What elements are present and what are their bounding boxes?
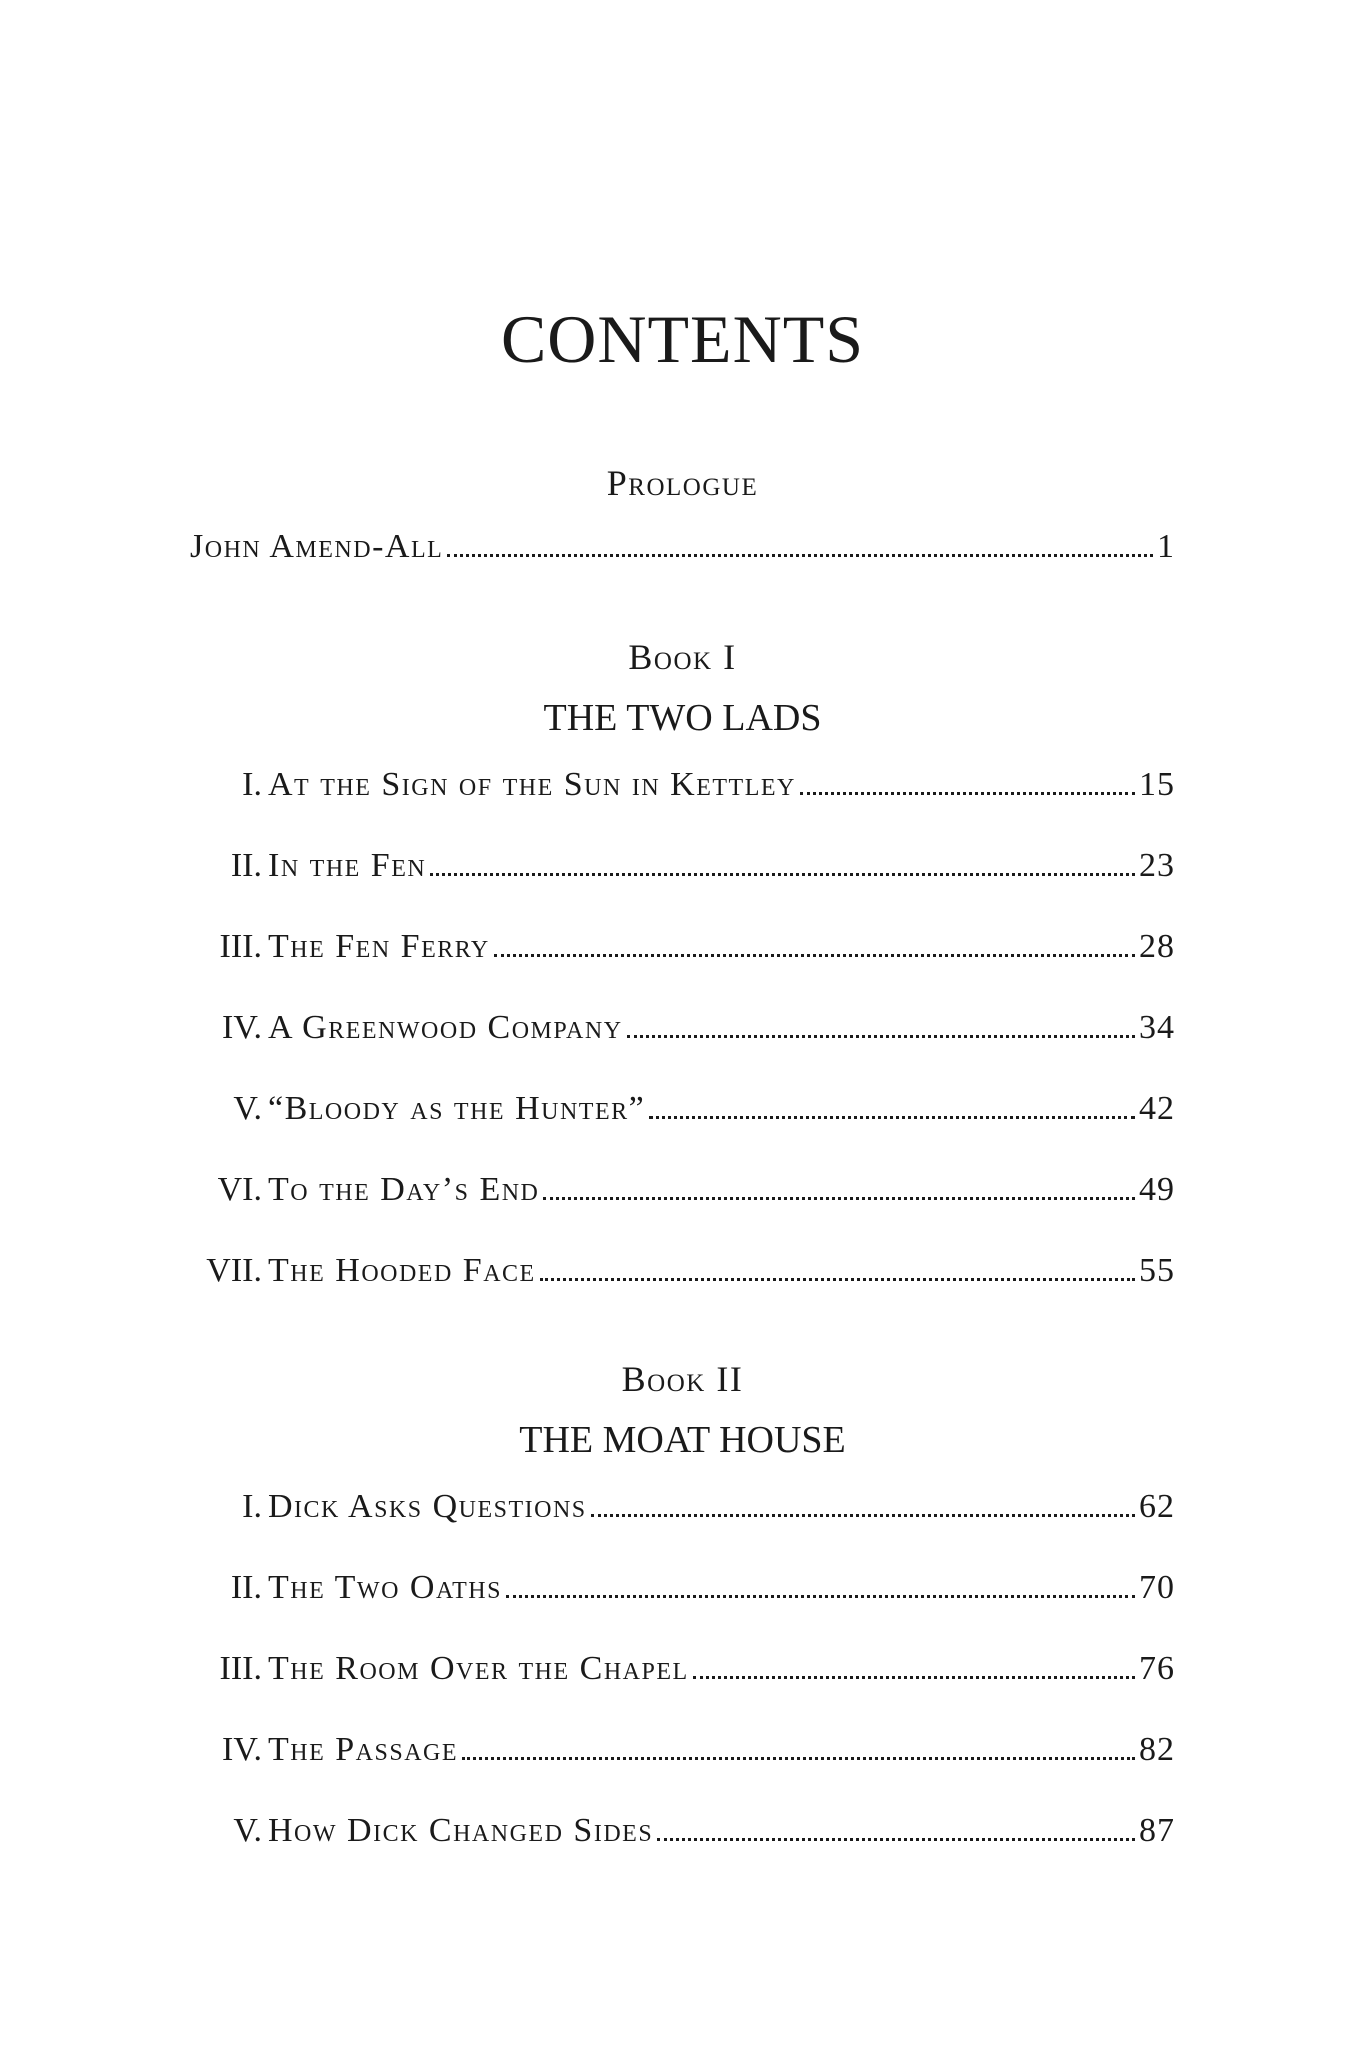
dot-leader [447,554,1153,557]
toc-entry-title: The Passage [268,1731,459,1768]
toc-entry-title: The Two Oaths [268,1569,502,1606]
toc-entry-book1-3[interactable] [190,928,1175,966]
toc-entry-page: 42 [1139,1090,1175,1127]
toc-entry-number: III. [219,1650,262,1687]
toc-entry-title: At the Sign of the Sun in Kettley [268,766,796,803]
dot-leader [657,1838,1135,1841]
dot-leader [462,1757,1135,1760]
book1-label: Book I [628,637,737,677]
toc-entry-book2-4[interactable] [190,1731,1175,1769]
toc-entry-number: V. [233,1812,262,1849]
book2-name: THE MOAT HOUSE [519,1419,846,1461]
dot-leader [543,1197,1135,1200]
toc-entry-title: A Greenwood Company [268,1009,623,1046]
toc-entry-book1-2[interactable] [190,847,1175,885]
toc-entry-page: 87 [1139,1812,1175,1849]
toc-entry-title: To the Day’s End [268,1171,540,1208]
toc-entry-book2-3[interactable] [190,1650,1175,1688]
toc-entry-number: III. [219,928,262,965]
toc-entry-book1-6[interactable] [190,1171,1175,1209]
toc-entry-page: 49 [1139,1171,1175,1208]
toc-entry-page: 82 [1139,1731,1175,1768]
dot-leader [627,1035,1135,1038]
page-title: CONTENTS [500,301,865,377]
toc-entry-number: II. [230,1569,262,1606]
toc-entry-prologue[interactable] [190,528,1175,566]
toc-entry-title: “Bloody as the Hunter” [268,1090,646,1127]
toc-entry-book1-5[interactable] [190,1090,1175,1128]
toc-entry-number: I. [242,766,262,803]
toc-entry-page: 34 [1139,1009,1175,1046]
dot-leader [800,792,1135,795]
toc-entry-page: 23 [1139,847,1175,884]
dot-leader [494,954,1135,957]
toc-entry-title: In the Fen [268,847,427,884]
toc-entry-title: The Hooded Face [268,1252,536,1289]
toc-entry-number: II. [230,847,262,884]
toc-entry-page: 28 [1139,928,1175,965]
prologue-heading: Prologue [606,463,759,503]
dot-leader [649,1116,1135,1119]
toc-entry-number: V. [233,1090,262,1127]
toc-entry-number: VI. [217,1171,262,1208]
toc-entry-book2-2[interactable] [190,1569,1175,1607]
toc-entry-book1-7[interactable] [190,1252,1175,1290]
dot-leader [430,873,1135,876]
toc-entry-page: 15 [1139,766,1175,803]
toc-entry-number: VII. [206,1252,262,1289]
toc-entry-page: 62 [1139,1488,1175,1525]
toc-entry-page: 1 [1157,528,1175,565]
toc-entry-number: IV. [222,1009,262,1046]
book2-label: Book II [621,1359,744,1399]
toc-entry-title: John Amend-All [190,528,444,565]
toc-entry-book2-5[interactable] [190,1812,1175,1850]
dot-leader [540,1278,1135,1281]
toc-entry-page: 70 [1139,1569,1175,1606]
dot-leader [693,1676,1135,1679]
dot-leader [506,1595,1135,1598]
toc-entry-number: I. [242,1488,262,1525]
book1-name: THE TWO LADS [543,697,822,739]
toc-entry-book1-4[interactable] [190,1009,1175,1047]
toc-entry-title: Dick Asks Questions [268,1488,587,1525]
toc-entry-title: The Fen Ferry [268,928,490,965]
toc-entry-page: 76 [1139,1650,1175,1687]
toc-entry-number: IV. [222,1731,262,1768]
toc-entry-title: How Dick Changed Sides [268,1812,654,1849]
dot-leader [591,1514,1135,1517]
toc-entry-page: 55 [1139,1252,1175,1289]
toc-entry-book2-1[interactable] [190,1488,1175,1526]
toc-entry-title: The Room Over the Chapel [268,1650,689,1687]
toc-entry-book1-1[interactable] [190,766,1175,804]
